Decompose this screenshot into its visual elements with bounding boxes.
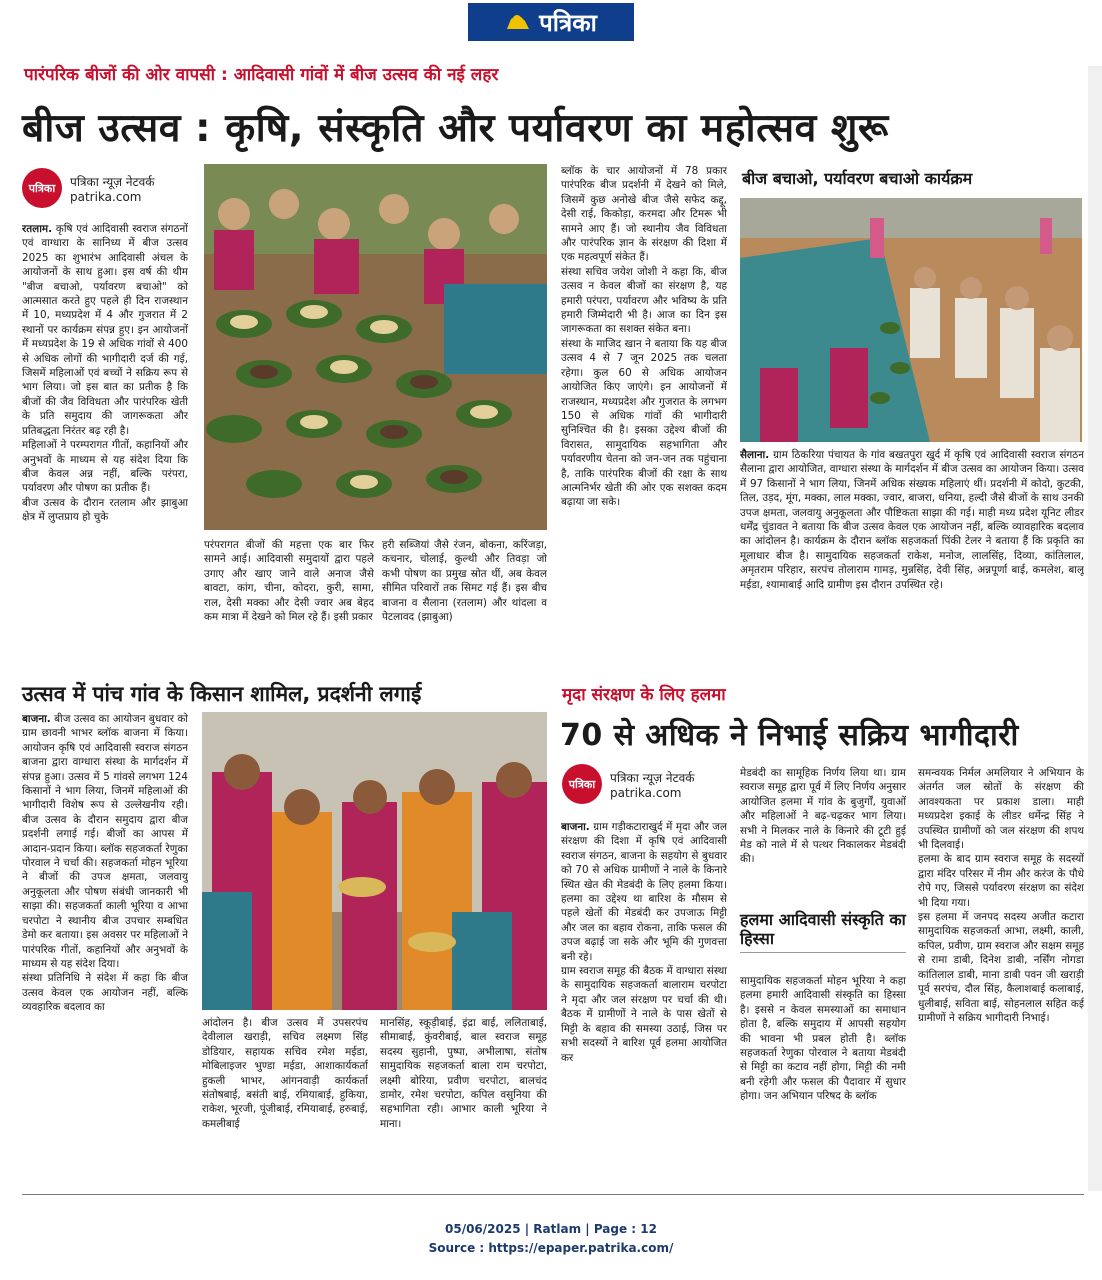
masthead-name: पत्रिका	[539, 8, 597, 37]
byline-network: पत्रिका न्यूज़ नेटवर्क	[610, 770, 695, 785]
adjacent-page-strip	[1088, 66, 1102, 1191]
halma-subhead: हलमा आदिवासी संस्कृति का हिस्सा	[740, 910, 906, 953]
dateline: रतलाम.	[22, 223, 53, 235]
bajna-column-1: बाजना. बीज उत्सव का आयोजन बुधवार को ग्राम छावनी भाभर ब्लॉक बाजना में किया। आयोजन कृषि एवं आदिवासी स्वराज संगठन बाजना द्वारा वाग्धारा संस्था के मार्गदर्शन में संपन्न हुआ। उत्सव में 5 गांवसे लगभग 124 किसानों ने भाग लिया, जिनमें महिलाओं की भागीदारी विशेष रूप से उल्लेखनीय रही। बीज उत्सव के दौरान समुदाय द्वारा बीज प्रदर्शनी लगाई गई। बीजों का आपस में आदान-प्रदान किया। ब्लॉक सहजकर्ता रेणुका पोरवाल ने चर्चा की। सहजकर्ता मोहन भूरिया ने बीजों की उपज क्षमता, जलवायु अनुकूलता और पोषण संबंधी जानकारी भी साझा की। सहजकर्ता काली भूरिया व आभा चरपोटा ने स्थानीय बीज उपचार सम्बधित डेमो कर बताया। इस अवसर पर महिलाओं ने पारंपरिक गीतों, कहानियों और अनुभवों के माध्यम से यह संदेश दिया। संस्था प्रतिनिधि ने संदेश में कहा कि बीज उत्सव केवल एक आयोजन नहीं, बल्कि व्यवहारिक बदलाव का	[22, 713, 188, 1014]
halma-headline: 70 से अधिक ने निभाई सक्रिय भागीदारी	[560, 718, 1019, 753]
top-story-column-3: हरी सब्जियां जैसे रंजन, बोकना, करिंजड़ा, कचनार, चोलाई, कुल्थी और तिवड़ा जो कभी पोषण का प्रमुख स्रोत थीं, अब केवल सीमित परिवारों तक सिमट गई हैं। इस बीच बाजना व सैलाना (रतलाम) और थांदला व पेटलावद (झाबुआ)	[382, 539, 547, 624]
sailana-farmers-photo	[740, 198, 1082, 442]
halma-byline	[562, 764, 695, 804]
top-story-column-4: ब्लॉक के चार आयोजनों में 78 प्रकार पारंपरिक बीज प्रदर्शनी में देखने को मिले, जिसमें कुछ अनोखे बीज जैसे सफेद कद्दू, देसी राई, किकोड़ा, करमदा और टिमरू भी सामने आए हैं। जो स्थानीय जैव विविधता और पारंपरिक ज्ञान के संरक्षण की दिशा में एक महत्वपूर्ण संकेत हैं। संस्था सचिव जयेश जोशी ने कहा कि, बीज उत्सव न केवल बीजों का संरक्षण है, यह हमारी परंपरा, पर्यावरण और भविष्य के प्रति हमारी जिम्मेदारी भी है। आज का दिन इस जागरूकता का सशक्त संकेत बना। संस्था के माजिद खान ने बताया कि यह बीज उत्सव 4 से 7 जून 2025 तक चलता रहेगा। कुल 60 से अधिक आयोजन आयोजित किए जाएंगे। इन आयोजनों में राजस्थान, मध्यप्रदेश और गुजरात के लगभग 150 से अधिक गांवों की भागीदारी सुनिश्चित की है। इसका उद्देश्य बीजों की विरासत, सामुदायिक सहभागिता और पर्यावरणीय चेतना को जन-जन तक पहुंचाना है, ताकि पारंपरिक बीजों की रक्षा के साथ आत्मनिर्भर खेती की ओर एक सशक्त कदम बढ़ाया जा सके।	[561, 165, 727, 509]
lion-emblem-icon	[505, 11, 531, 33]
masthead-logo	[468, 3, 634, 41]
byline-site[interactable]: patrika.com	[610, 785, 682, 800]
bajna-women-photo	[202, 712, 547, 1010]
sailana-headline: बीज बचाओ, पर्यावरण बचाओ कार्यक्रम	[742, 169, 973, 188]
page-cut-line	[22, 1194, 1084, 1195]
bajna-column-2: आंदोलन है। बीज उत्सव में उपसरपंच देवीलाल खराड़ी, सचिव लक्ष्मण सिंह डोडियार, सहायक सचिव रमेश मईडा, मोबिलाइजर भुण्डा मईडा, आशाकार्यकर्ता हुकली भाभर, आंगनवाड़ी कार्यकर्ता संतोषबाई, बसंती बाई, रमियाबाई, हुकिया, राकेश, भूरजी, पूंजीबाई, रमियाबाई, हरुबाई, कमलीबाई	[202, 1017, 368, 1130]
halma-column-3: समन्वयक निर्मल अमलियार ने अभियान के अंतर्गत जल स्रोतों के संरक्षण की आवश्यकता पर प्रकाश डाला। माही मध्यप्रदेश इकाई के लीडर धर्मेन्द्र सिंह ने उपस्थित ग्रामीणों को जल संरक्षण की शपथ भी दिलवाई। हलमा के बाद ग्राम स्वराज समूह के सदस्यों द्वारा मंदिर परिसर में नीम और करंज के पौधे रोपे गए, जिससे पर्यावरण संरक्षण का संदेश भी दिया गया। इस हलमा में जनपद सदस्य अजीत कटारा सामुदायिक सहजकर्ता आभा, लक्ष्मी, काली, कपिल, प्रवीण, ग्राम स्वराज और सक्षम समूह से रामा डाबी, दिनेश डाबी, नर्सिंग नोगडा कांतिलाल डाबी, माना डाबी पवन जी खराड़ी पूर्व सरपंच, दौल सिंह, कैलाशबाई कलाबाई, धुलीबाई, सविता बाई, सोहनलाल सहित कई ग्रामीणों ने सक्रिय भागीदारी निभाई।	[918, 767, 1084, 1024]
byline-network: पत्रिका न्यूज़ नेटवर्क	[70, 174, 155, 189]
patrika-logo: पत्रिका	[22, 168, 62, 208]
footer-date-page: 05/06/2025 | Ratlam | Page : 12	[445, 1222, 657, 1236]
halma-kicker: मृदा संरक्षण के लिए हलमा	[562, 685, 726, 705]
halma-column-2b: सामुदायिक सहजकर्ता मोहन भूरिया ने कहा हलमा हमारी आदिवासी संस्कृति का हिस्सा है। इससे न केवल समस्याओं का समाधान होता है, बल्कि समुदाय में आपसी सहयोग की भावना भी प्रबल होती है। ब्लॉक सहजकर्ता रेणुका पोरवाल ने बताया मेडबंदी से मिट्टी का कटाव नहीं होगा, मिट्टी की नमी बनी रहेगी और फसल की पैदावार में सुधार होगा। जन अभियान परिषद के ब्लॉक	[740, 975, 906, 1103]
seed-exhibition-photo	[204, 164, 547, 530]
sailana-dateline: सैलाना.	[740, 449, 770, 461]
halma-dateline: बाजना.	[561, 821, 590, 833]
top-story-headline: बीज उत्सव : कृषि, संस्कृति और पर्यावरण का महोत्सव शुरू	[22, 106, 889, 151]
top-story-byline	[22, 168, 155, 208]
footer-source[interactable]: Source : https://epaper.patrika.com/	[428, 1241, 674, 1255]
halma-column-1: बाजना. ग्राम गड़ीकटाराखुर्द में मृदा और जल संरक्षण की दिशा में कृषि एवं आदिवासी स्वराज संगठन, बाजना के सहयोग से बुधवार को 70 से अधिक ग्रामीणों ने नाले के किनारे स्थित खेत की मेडबंदी के लिए हलमा किया। हलमा का उद्देश्य था बारिश के मौसम से पहले खेतों की मेडबंदी कर उपजाऊ मिट्टी और जल का बहाव रोकना, ताकि फसल की उपज बढ़ाई जा सके और भूमि की गुणवत्ता बनी रहे। ग्राम स्वराज समूह की बैठक में वाग्धारा संस्था के सामुदायिक सहजकर्ता बालाराम चरपोटा ने मृदा और जल संरक्षण पर चर्चा की थी। बैठक में ग्रामीणों ने नाले के पास खेतों से मिट्टी के बहाव की समस्या उठाई, जिस पर सभी सदस्यों ने बारिश पूर्व हलमा आयोजित कर	[561, 821, 727, 1064]
bajna-dateline: बाजना.	[22, 713, 51, 725]
top-story-column-2: परंपरागत बीजों की महत्ता एक बार फिर सामने आई। आदिवासी समुदायों द्वारा पहले उगाए और खाए जाने वाले अनाज जैसे बावटा, कांग, चीना, कोदरा, कुरी, सामा, राल, देसी मक्का और देसी ज्वार अब बेहद कम मात्रा में देखने को मिल रहे हैं। इसी प्रकार	[204, 539, 374, 624]
bajna-headline: उत्सव में पांच गांव के किसान शामिल, प्रदर्शनी लगाई	[22, 682, 422, 706]
bajna-column-3: मानसिंह, स्कूड़ीबाई, इंद्रा बाई, ललिताबाई, सीमाबाई, कुंवरीबाई, बाल स्वराज समूह सदस्य सुहानी, पुष्पा, अभीलाषा, संतोष सामुदायिक सहजकर्ता बाला राम चरपोटा, लक्ष्मी बोरिया, प्रवीण चरपोटा, बालचंद डामोर, रमेश चरपोटा, कपिल वसुनिया की सहभागिता रही। आभार काली भूरिया ने माना।	[380, 1017, 547, 1130]
patrika-logo: पत्रिका	[562, 764, 602, 804]
top-story-column-1: रतलाम. कृषि एवं आदिवासी स्वराज संगठनों एवं वाग्धारा के सानिध्य में बीज उत्सव 2025 का शुभारंभ आदिवासी अंचल के आयोजनों के साथ हुआ। इस वर्ष की थीम "बीज बचाओ, पर्यावरण बचाओ" को आत्मसात करते हुए पहले ही दिन राजस्थान में 10, मध्यप्रदेश में 4 और गुजरात में 2 स्थानों पर कार्यक्रम संपन्न हुए। इन आयोजनों में मध्यप्रदेश के 19 से अधिक गांवों से 400 से अधिक लोगों की भागीदारी दर्ज की गई, जिसमें महिलाओं एवं बच्चों ने सक्रिय रूप से भाग लिया। जो इस बात का प्रतीक है कि बीजों की जैव विविधता और पारंपरिक खेती के प्रति समुदाय की जागरूकता और प्रतिबद्धता निरंतर बढ़ रही है। महिलाओं ने परम्परागत गीतों, कहानियों और अनुभवों के माध्यम से यह संदेश दिया कि बीज केवल अन्न नहीं, बल्कि परंपरा, पर्यावरण और पोषण का प्रतीक हैं। बीज उत्सव के दौरान रतलाम और झाबुआ क्षेत्र में लुप्तप्राय हो चुके	[22, 223, 188, 524]
sailana-text: सैलाना. ग्राम ठिकरिया पंचायत के गांव बखतपुरा खुर्द में कृषि एवं आदिवासी स्वराज संगठन सैलाना द्वारा आयोजित, वाग्धारा संस्था के मार्गदर्शन में बीज उत्सव का आयोजन किया। उत्सव में 97 किसानों ने भाग लिया, जिनमें अधिक संख्यक महिलाएं थीं। प्रदर्शनी में कोदो, कुटकी, तिल, उड़द, मूंग, मक्का, लाल मक्का, ज्वार, बाजरा, धनिया, हल्दी जैसे बीजों के साथ उनकी उपज क्षमता, जलवायु अनुकूलता और पौष्टिकता साझा की गई। माही मध्य प्रदेश यूनिट लीडर धर्मेंद्र चुंडावत ने बताया कि बीज उत्सव केवल एक आयोजन नहीं, बल्कि व्यावहारिक बदलाव का आंदोलन है। कार्यक्रम के दौरान ब्लॉक सहजकर्ता पिंकी टेलर ने बताया हैं कि प्रकृति का मूलाधार बीज है। सामुदायिक सहजकर्ता राकेश, मनोज, लालसिंह, दिव्या, कांतिलाल, अमृतराम परिहार, सरपंच तोलाराम गामड़, मुन्नसिंह, देवी सिंह, अन्नपूर्णा बाई, कमलेश, बालू मईडा, श्यामाबाई आदि ग्रामीण इस दौरान उपस्थित रहे।	[740, 449, 1084, 591]
top-story-kicker: पारंपरिक बीजों की ओर वापसी : आदिवासी गांवों में बीज उत्सव की नई लहर	[24, 65, 499, 85]
byline-site[interactable]: patrika.com	[70, 189, 142, 204]
halma-column-2: मेडबंदी का सामूहिक निर्णय लिया था। ग्राम स्वराज समूह द्वारा पूर्व में लिए निर्णय अनुसार आयोजित हलमा में गांव के बुजुर्गों, युवाओं और महिलाओं ने बढ़-चढ़कर भाग लिया। सभी ने मिलकर नाले के किनारे की टूटी हुई मेड को नाले में से पत्थर निकालकर मेडबंदी की।	[740, 767, 906, 866]
